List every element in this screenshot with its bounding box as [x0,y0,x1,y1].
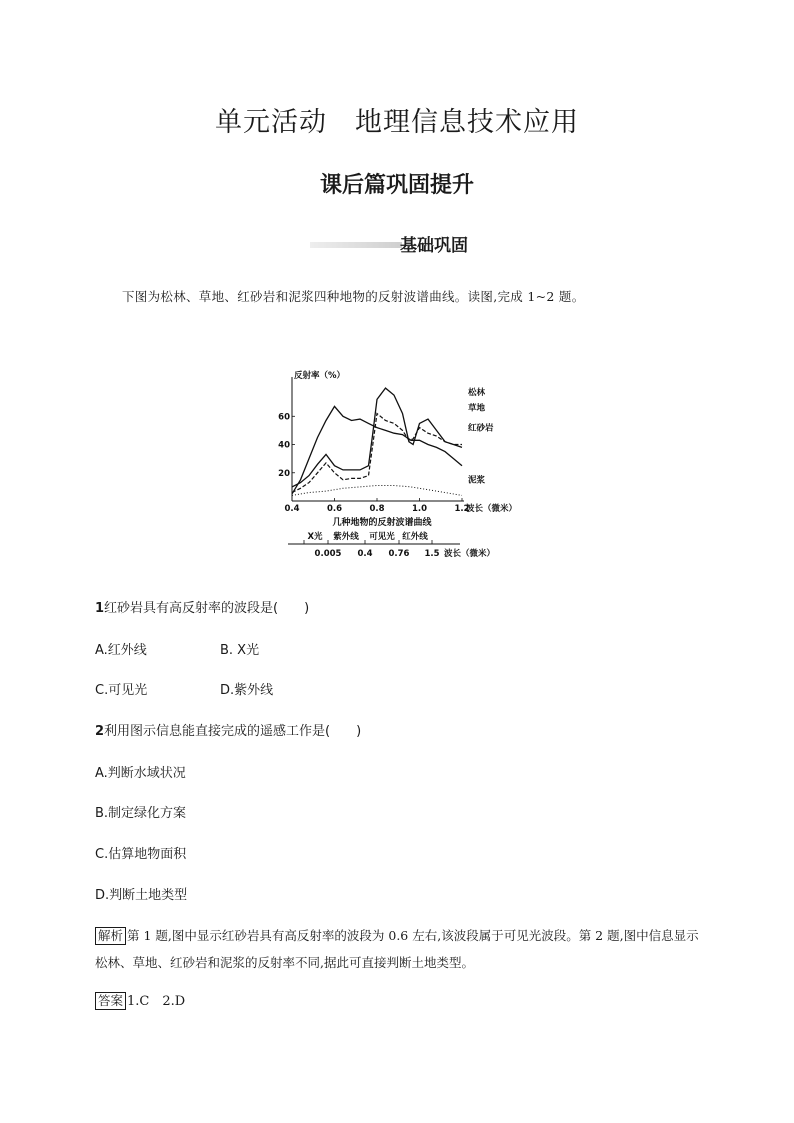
answer-label: 答案 [95,992,126,1010]
spectrum-band-3: 红外线 [402,532,428,542]
legend-label-1: 草地 [468,403,486,414]
section-decoration-bar [310,242,402,248]
q2-option-d[interactable]: D.判断土地类型 [95,888,188,903]
chart-title: 几种地物的反射波谱曲线 [332,518,432,528]
series-line-2 [292,414,462,493]
x-tick-label: 0.4 [284,504,300,514]
spectrum-axis [288,531,495,559]
analysis-block [95,922,705,976]
series-line-0 [292,406,462,494]
section-title: 基础巩固 [400,236,468,256]
spectrum-band-0: X光 [307,532,323,542]
q2-option-b[interactable]: B.制定绿化方案 [95,806,187,821]
question-intro: 下图为松林、草地、红砂岩和泥浆四种地物的反射波谱曲线。读图,完成 1~2 题。 [122,289,585,304]
answer-text: 1.C 2.D [127,994,186,1009]
question-1-number: 1 [95,601,105,616]
analysis-label: 解析 [95,927,126,945]
reflectance-spectrum-chart [278,366,518,576]
x-tick-label: 1.0 [411,504,428,514]
spectrum-band-2: 可见光 [369,532,395,542]
y-tick-label: 40 [278,440,290,451]
question-1-stem [95,597,309,616]
chart-lines [292,388,462,495]
q1-option-c[interactable]: C.可见光 [95,683,148,698]
x-axis-label: 波长（微米） [466,504,518,514]
x-tick-label: 1.2 [454,504,470,514]
question-2-number: 2 [95,724,105,739]
q1-option-b[interactable]: B. X光 [220,643,260,658]
question-2-text: 利用图示信息能直接完成的遥感工作是( ) [104,724,362,739]
legend-label-2: 红砂岩 [468,423,494,434]
spectrum-tick-label-2: 0.76 [388,549,410,559]
q2-option-c[interactable]: C.估算地物面积 [95,847,187,862]
q1-option-d[interactable]: D.紫外线 [220,683,274,698]
page-subtitle: 课后篇巩固提升 [319,173,474,198]
spectrum-tick-label-0: 0.005 [314,549,342,559]
page-title: 单元活动 地理信息技术应用 [215,107,579,138]
series-line-3 [292,486,462,496]
analysis-text: 第 1 题,图中显示红砂岩具有高反射率的波段为 0.6 左右,该波段属于可见光波段。第 2 题,图中信息显示松林、草地、红砂岩和泥浆的反射率不同,据此可直接判断土地类型。 [95,928,699,970]
chart-labels [467,387,494,486]
x-tick-label: 0.6 [326,504,343,514]
y-tick-label: 60 [278,412,290,423]
spectrum-tick-label-3: 1.5 [424,549,440,559]
question-1-text: 红砂岩具有高反射率的波段是( ) [104,601,310,616]
x-tick-label: 0.8 [369,504,385,514]
spectrum-axis-label: 波长（微米） [444,549,496,559]
question-2-stem [95,720,361,739]
q1-option-a[interactable]: A.红外线 [95,643,147,658]
spectrum-tick-label-1: 0.4 [357,549,373,559]
q2-option-a[interactable]: A.判断水域状况 [95,766,186,781]
legend-label-0: 松林 [468,388,486,399]
y-tick-label: 20 [278,468,290,479]
spectrum-band-1: 紫外线 [333,532,359,542]
legend-label-3: 泥浆 [468,475,486,486]
y-axis-label: 反射率（%） [294,371,346,381]
answer-block [95,990,185,1010]
